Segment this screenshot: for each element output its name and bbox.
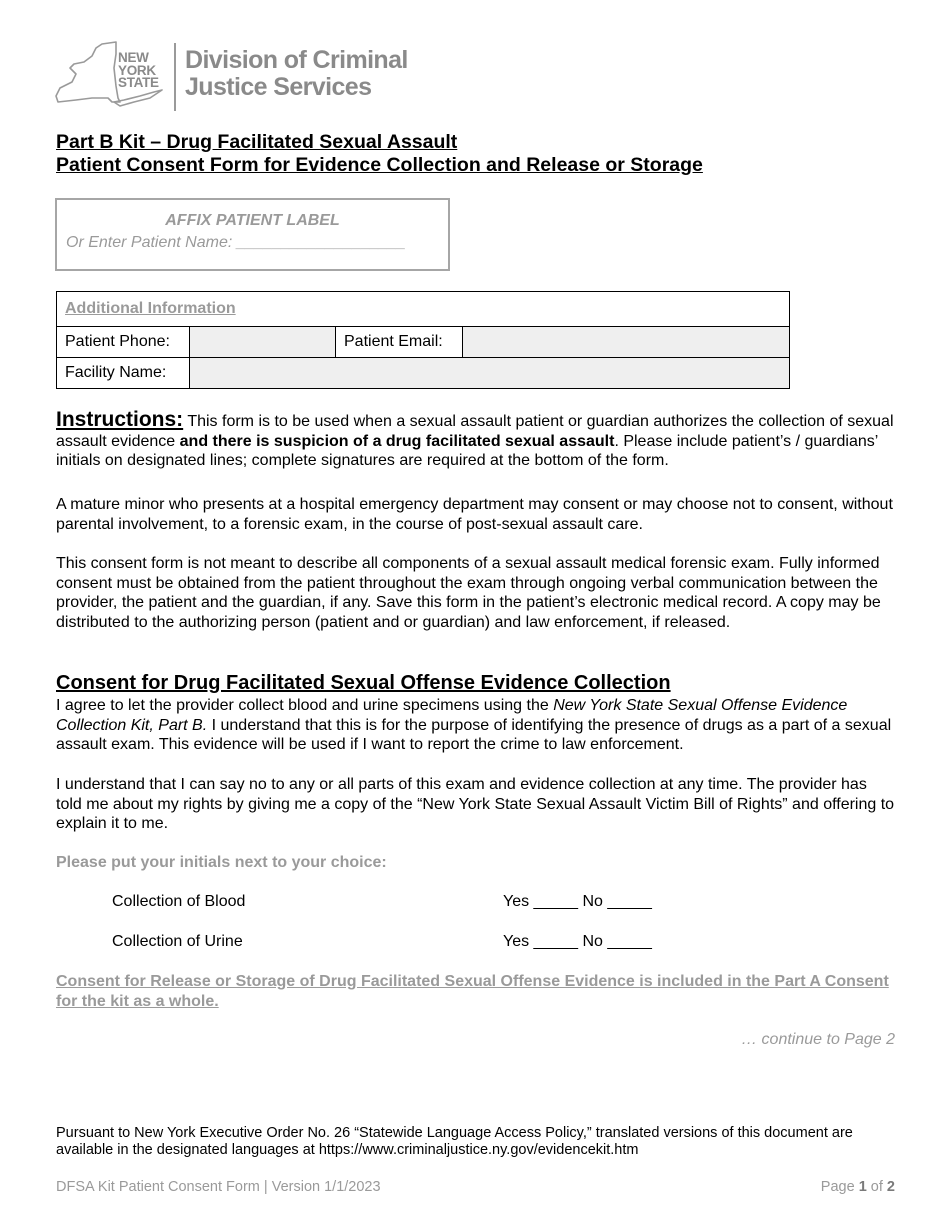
- additional-info-heading: Additional Information: [57, 292, 790, 327]
- form-title-line2: Patient Consent Form for Evidence Collection and Release or Storage: [56, 154, 703, 176]
- language-access-footnote: Pursuant to New York Executive Order No. 26 “Statewide Language Access Policy,” translated versions of this document are available in the designated languages at https://www.criminaljustice.ny.gov/evidencekit.htm: [56, 1125, 853, 1158]
- instructions-heading: Instructions:: [56, 408, 184, 431]
- facility-name-input[interactable]: [190, 358, 790, 389]
- patient-phone-label: Patient Phone:: [57, 327, 190, 358]
- affix-label-heading: AFFIX PATIENT LABEL: [165, 212, 340, 229]
- blood-collection-initials[interactable]: Yes _____ No _____: [503, 893, 652, 910]
- initials-prompt: Please put your initials next to your choice:: [56, 854, 387, 871]
- consent-agreement-paragraph: I agree to let the provider collect blood and urine specimens using the New York State Sexual Offense Evidence Collection Kit, Part B. I understand that this is for the purpose of identifying the presence of drugs as a part of a sexual assault exam. This evidence will be used if I want to report the crime to law enforcement.: [56, 697, 892, 754]
- release-storage-note: Consent for Release or Storage of Drug Facilitated Sexual Offense Evidence is included in the Part A Consent for the kit as a whole.: [56, 973, 889, 1010]
- patient-label-box[interactable]: [55, 198, 450, 271]
- consent-scope-paragraph: This consent form is not meant to describe all components of a sexual assault medical forensic exam. Fully informed consent must be obtained from the patient throughout the exam through ongoing verbal communication between the provider, the patient and the guardian, if any. Save this form in the patient’s electronic medical record. A copy may be distributed to the authorizing person (patient and or guardian) and law enforcement, if released.: [56, 555, 881, 631]
- patient-email-label: Patient Email:: [336, 327, 463, 358]
- additional-info-table: [56, 291, 790, 389]
- page-number: Page 1 of 2: [820, 1179, 895, 1195]
- continue-note: … continue to Page 2: [741, 1031, 895, 1048]
- urine-collection-initials[interactable]: Yes _____ No _____: [503, 933, 652, 950]
- mature-minor-paragraph: A mature minor who presents at a hospital emergency department may consent or may choose not to consent, without parental involvement, to a forensic exam, in the course of post-sexual assault care.: [56, 496, 893, 533]
- form-title: [56, 131, 703, 177]
- urine-collection-label: Collection of Urine: [112, 933, 243, 950]
- form-title-line1: Part B Kit – Drug Facilitated Sexual Assault: [56, 131, 458, 153]
- new-york-state-logo-text: NEW YORK STATE: [118, 50, 159, 90]
- facility-name-label: Facility Name:: [57, 358, 190, 389]
- patient-name-field[interactable]: Or Enter Patient Name: ___________________: [66, 234, 406, 251]
- patient-phone-input[interactable]: [190, 327, 336, 358]
- form-version: DFSA Kit Patient Consent Form | Version 1/1/2023: [56, 1179, 381, 1195]
- patient-email-input[interactable]: [463, 327, 790, 358]
- agency-name: Division of Criminal Justice Services: [185, 46, 408, 101]
- logo-divider: [174, 43, 176, 111]
- consent-rights-paragraph: I understand that I can say no to any or all parts of this exam and evidence collection at any time. The provider has told me about my rights by giving me a copy of the “New York State Sexual Assault Victim Bill of Rights” and offering to explain it to me.: [56, 776, 895, 833]
- consent-section-heading: Consent for Drug Facilitated Sexual Offense Evidence Collection: [56, 672, 671, 694]
- blood-collection-label: Collection of Blood: [112, 893, 246, 910]
- instructions-paragraph: Instructions: This form is to be used when a sexual assault patient or guardian authorizes the collection of sexual assault evidence and there is suspicion of a drug facilitated sexual assault. Please include patient’s / guardians’ initials on designated lines; complete signatures are required at the bottom of the form.: [56, 408, 894, 470]
